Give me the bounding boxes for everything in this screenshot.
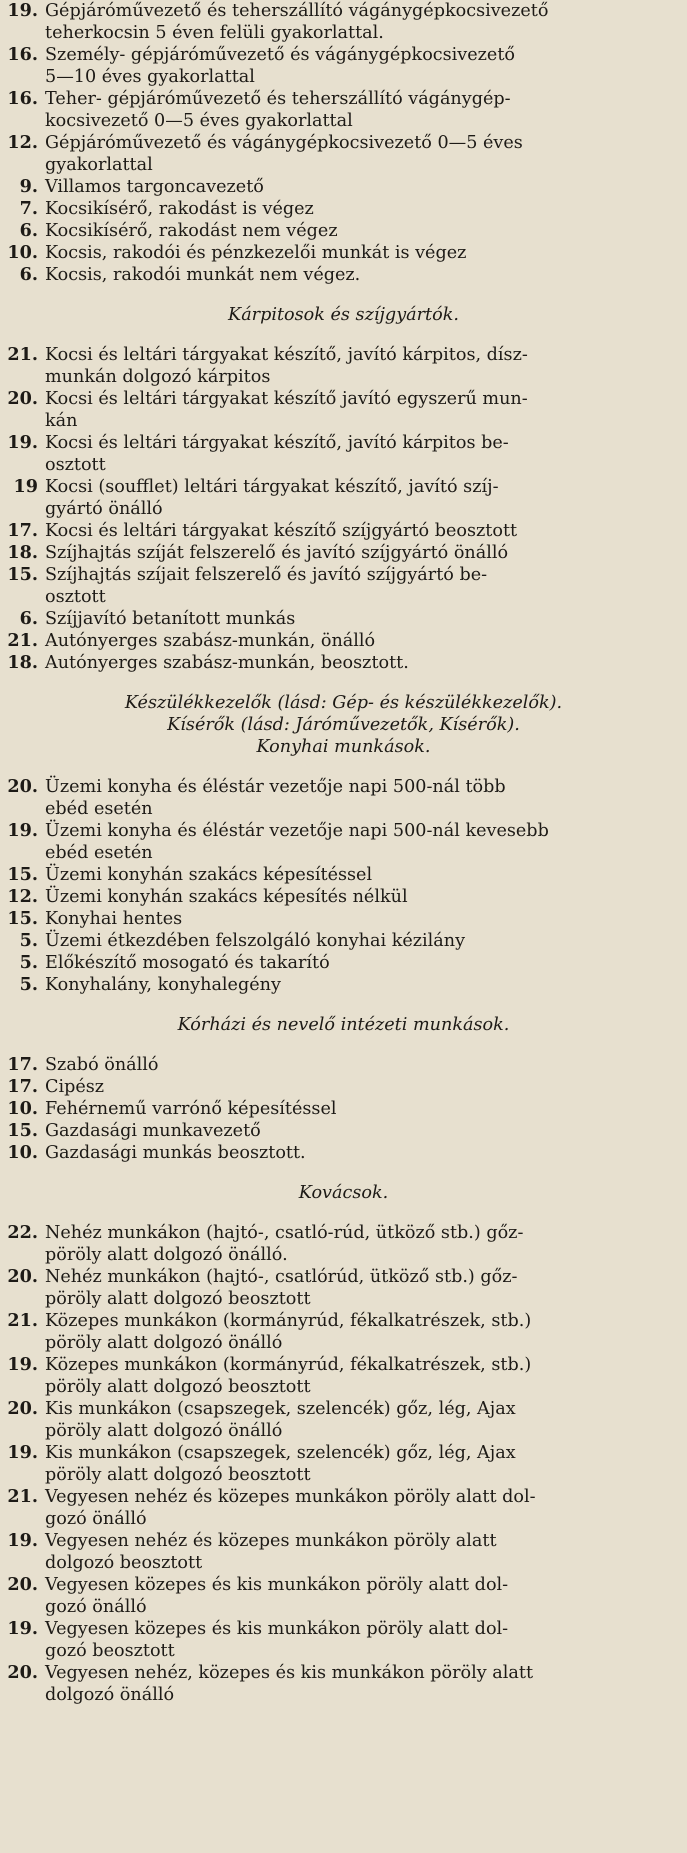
job-description	[45, 1398, 687, 1442]
wage-entry	[0, 264, 687, 286]
description-line: Üzemi étkezdében felszolgáló konyhai kézilány	[45, 931, 466, 951]
wage-category-number: 21.	[7, 1486, 38, 1507]
description-line: Szíjhajtás szíjait felszerelő és javító szíjgyártó be-	[45, 565, 488, 585]
spacer	[0, 1036, 687, 1054]
description-line: Üzemi konyha és éléstár vezetője napi 500-nál több	[45, 777, 506, 797]
wage-entry	[0, 1574, 687, 1618]
description-line: Vegyesen közepes és kis munkákon pöröly alatt dol-	[45, 1619, 509, 1639]
description-line: Vegyesen nehéz és közepes munkákon pöröly alatt dol-	[45, 1487, 536, 1507]
description-line: ebéd esetén	[45, 843, 153, 863]
job-description	[45, 1266, 687, 1310]
description-line: Villamos targoncavezető	[45, 177, 264, 197]
wage-category-number: 19.	[7, 1354, 38, 1375]
description-line: Autónyerges szabász-munkán, önálló	[45, 631, 376, 651]
wage-entry	[0, 820, 687, 864]
spacer	[0, 758, 687, 776]
description-line: gozó önálló	[45, 1509, 147, 1529]
wage-entry	[0, 242, 687, 264]
section-heading: Konyhai munkások.	[256, 737, 431, 757]
job-description	[45, 344, 687, 388]
description-line: Cipész	[45, 1077, 105, 1097]
description-line: Közepes munkákon (kormányrúd, fékalkatrészek, stb.)	[45, 1311, 532, 1331]
wage-entry	[0, 1310, 687, 1354]
wage-entry	[0, 520, 687, 542]
wage-entry	[0, 1618, 687, 1662]
description-line: Szíjhajtás szíját felszerelő és javító szíjgyártó önálló	[45, 543, 509, 563]
wage-entry	[0, 1098, 687, 1120]
wage-category-number: 20.	[7, 1398, 38, 1419]
description-line: pöröly alatt dolgozó önálló	[45, 1333, 283, 1353]
job-description	[45, 198, 687, 220]
wage-entry	[0, 1398, 687, 1442]
description-line: pöröly alatt dolgozó beosztott	[45, 1377, 311, 1397]
spacer	[0, 1204, 687, 1222]
section-heading: Készülékkezelők (lásd: Gép- és készülékkezelők).	[124, 693, 563, 713]
description-line: pöröly alatt dolgozó önálló	[45, 1421, 283, 1441]
wage-category-number: 18.	[7, 652, 38, 673]
description-line: Nehéz munkákon (hajtó-, csatló-rúd, ütköző stb.) gőz-	[45, 1223, 524, 1243]
job-description	[45, 0, 687, 44]
job-description	[45, 542, 687, 564]
description-line: ebéd esetén	[45, 799, 153, 819]
wage-entry	[0, 1530, 687, 1574]
wage-category-number: 12.	[7, 132, 38, 153]
description-line: Gépjáróművezető és vágánygépkocsivezető 0—5 éves	[45, 133, 523, 153]
wage-category-number: 16.	[7, 88, 38, 109]
job-description	[45, 520, 687, 542]
wage-entry	[0, 864, 687, 886]
description-line: pöröly alatt dolgozó beosztott	[45, 1289, 311, 1309]
wage-category-number: 6.	[19, 264, 38, 285]
description-line: Kocsi és leltári tárgyakat készítő, javító kárpitos be-	[45, 433, 509, 453]
job-description	[45, 176, 687, 198]
section-heading: Kórházi és nevelő intézeti munkások.	[177, 1015, 510, 1035]
section-heading: Kísérők (lásd: Járóművezetők, Kísérők).	[167, 715, 520, 735]
job-description	[45, 1486, 687, 1530]
wage-category-number: 18.	[7, 542, 38, 563]
description-line: Nehéz munkákon (hajtó-, csatlórúd, ütköző stb.) gőz-	[45, 1267, 518, 1287]
job-description	[45, 1142, 687, 1164]
wage-entry	[0, 1442, 687, 1486]
description-line: Gépjáróművezető és teherszállító vágánygépkocsivezető	[45, 1, 549, 21]
wage-entry	[0, 132, 687, 176]
wage-entry	[0, 630, 687, 652]
description-line: Teher- gépjáróművezető és teherszállító vágánygép-	[45, 89, 511, 109]
job-description	[45, 1120, 687, 1142]
wage-entry	[0, 1142, 687, 1164]
wage-category-number: 21.	[7, 344, 38, 365]
wage-entry	[0, 1054, 687, 1076]
job-description	[45, 1574, 687, 1618]
section-heading: Kovácsok.	[298, 1183, 389, 1203]
description-line: Vegyesen nehéz, közepes és kis munkákon pöröly alatt	[45, 1663, 534, 1683]
job-description	[45, 220, 687, 242]
description-line: Előkészítő mosogató és takarító	[45, 953, 330, 973]
wage-category-number: 15.	[7, 564, 38, 585]
description-line: Szíjjavító betanított munkás	[45, 609, 296, 629]
description-line: pöröly alatt dolgozó beosztott	[45, 1465, 311, 1485]
wage-entry	[0, 974, 687, 996]
job-description	[45, 1076, 687, 1098]
description-line: gozó beosztott	[45, 1641, 175, 1661]
job-description	[45, 952, 687, 974]
wage-category-number: 19	[13, 476, 38, 497]
wage-category-number: 5.	[19, 974, 38, 995]
wage-category-number: 21.	[7, 630, 38, 651]
description-line: dolgozó beosztott	[45, 1553, 203, 1573]
wage-category-number: 5.	[19, 952, 38, 973]
job-description	[45, 974, 687, 996]
wage-entry	[0, 432, 687, 476]
job-description	[45, 132, 687, 176]
wage-category-number: 16.	[7, 44, 38, 65]
wage-entry	[0, 608, 687, 630]
job-description	[45, 476, 687, 520]
description-line: pöröly alatt dolgozó önálló.	[45, 1245, 288, 1265]
wage-entry	[0, 0, 687, 44]
spacer	[0, 674, 687, 692]
job-description	[45, 1098, 687, 1120]
wage-category-number: 15.	[7, 864, 38, 885]
wage-category-number: 17.	[7, 1054, 38, 1075]
description-line: Kocsi és leltári tárgyakat készítő javító egyszerű mun-	[45, 389, 528, 409]
job-description	[45, 388, 687, 432]
wage-category-number: 19.	[7, 1618, 38, 1639]
job-description	[45, 88, 687, 132]
wage-category-number: 5.	[19, 930, 38, 951]
spacer	[0, 326, 687, 344]
description-line: osztott	[45, 587, 106, 607]
spacer	[0, 996, 687, 1014]
wage-entry	[0, 1662, 687, 1706]
description-line: Kis munkákon (csapszegek, szelencék) gőz, lég, Ajax	[45, 1443, 516, 1463]
wage-entry	[0, 44, 687, 88]
wage-entry	[0, 564, 687, 608]
description-line: Fehérnemű varrónő képesítéssel	[45, 1099, 337, 1119]
description-line: Üzemi konyhán szakács képesítés nélkül	[45, 887, 408, 907]
wage-entry	[0, 344, 687, 388]
wage-entry	[0, 88, 687, 132]
wage-entry	[0, 388, 687, 432]
wage-category-number: 20.	[7, 1662, 38, 1683]
job-description	[45, 1442, 687, 1486]
job-description	[45, 608, 687, 630]
description-line: Személy- gépjáróművezető és vágánygépkocsivezető	[45, 45, 515, 65]
job-description	[45, 820, 687, 864]
description-line: Üzemi konyha és éléstár vezetője napi 500-nál kevesebb	[45, 821, 549, 841]
wage-category-number: 17.	[7, 520, 38, 541]
description-line: Kocsis, rakodói munkát nem végez.	[45, 265, 361, 285]
wage-category-number: 19.	[7, 820, 38, 841]
description-line: Kocsi és leltári tárgyakat készítő szíjgyártó beosztott	[45, 521, 518, 541]
wage-entry	[0, 1076, 687, 1098]
job-description	[45, 1354, 687, 1398]
section-heading: Kárpitosok és szíjgyártók.	[228, 305, 459, 325]
description-line: Kis munkákon (csapszegek, szelencék) gőz, lég, Ajax	[45, 1399, 516, 1419]
description-line: Kocsi (soufflet) leltári tárgyakat készítő, javító szíj-	[45, 477, 499, 497]
wage-entry	[0, 1266, 687, 1310]
description-line: Autónyerges szabász-munkán, beosztott.	[45, 653, 409, 673]
job-description	[45, 1530, 687, 1574]
description-line: Gazdasági munkás beosztott.	[45, 1143, 306, 1163]
wage-entry	[0, 176, 687, 198]
job-description	[45, 886, 687, 908]
wage-entry	[0, 476, 687, 520]
wage-category-number: 6.	[19, 608, 38, 629]
job-description	[45, 1310, 687, 1354]
job-description	[45, 242, 687, 264]
wage-entry	[0, 930, 687, 952]
wage-category-number: 21.	[7, 1310, 38, 1331]
wage-entry	[0, 652, 687, 674]
wage-category-number: 20.	[7, 388, 38, 409]
wage-category-number: 6.	[19, 220, 38, 241]
job-description	[45, 44, 687, 88]
wage-category-number: 7.	[19, 198, 38, 219]
description-line: Kocsis, rakodói és pénzkezelői munkát is végez	[45, 243, 467, 263]
wage-category-number: 20.	[7, 1574, 38, 1595]
description-line: teherkocsin 5 éven felüli gyakorlattal.	[45, 23, 384, 43]
description-line: Közepes munkákon (kormányrúd, fékalkatrészek, stb.)	[45, 1355, 532, 1375]
wage-entry	[0, 1120, 687, 1142]
wage-category-number: 12.	[7, 886, 38, 907]
wage-entry	[0, 886, 687, 908]
job-description	[45, 630, 687, 652]
description-line: gyakorlattal	[45, 155, 153, 175]
job-description	[45, 1222, 687, 1266]
wage-entry	[0, 952, 687, 974]
description-line: Szabó önálló	[45, 1055, 159, 1075]
wage-category-number: 10.	[7, 1098, 38, 1119]
wage-entry	[0, 220, 687, 242]
wage-category-number: 17.	[7, 1076, 38, 1097]
description-line: kán	[45, 411, 78, 431]
wage-category-number: 9.	[19, 176, 38, 197]
description-line: Konyhai hentes	[45, 909, 183, 929]
wage-entry	[0, 542, 687, 564]
description-line: Kocsikísérő, rakodást nem végez	[45, 221, 338, 241]
description-line: Kocsi és leltári tárgyakat készítő, javító kárpitos, dísz-	[45, 345, 528, 365]
description-line: 5—10 éves gyakorlattal	[45, 67, 255, 87]
wage-category-number: 19.	[7, 1442, 38, 1463]
description-line: kocsivezető 0—5 éves gyakorlattal	[45, 111, 353, 131]
description-line: munkán dolgozó kárpitos	[45, 367, 271, 387]
description-line: gyártó önálló	[45, 499, 163, 519]
wage-entry	[0, 908, 687, 930]
description-line: osztott	[45, 455, 106, 475]
job-description	[45, 432, 687, 476]
job-description	[45, 776, 687, 820]
wage-category-number: 19.	[7, 1530, 38, 1551]
job-description	[45, 1054, 687, 1076]
job-description	[45, 564, 687, 608]
description-line: Vegyesen nehéz és közepes munkákon pöröly alatt	[45, 1531, 497, 1551]
wage-entry	[0, 1486, 687, 1530]
job-description	[45, 652, 687, 674]
job-description	[45, 930, 687, 952]
job-description	[45, 908, 687, 930]
wage-category-number: 15.	[7, 908, 38, 929]
wage-category-number: 20.	[7, 776, 38, 797]
wage-category-number: 15.	[7, 1120, 38, 1141]
wage-entry	[0, 1354, 687, 1398]
description-line: dolgozó önálló	[45, 1685, 175, 1705]
wage-category-number: 19.	[7, 432, 38, 453]
description-line: Vegyesen közepes és kis munkákon pöröly alatt dol-	[45, 1575, 509, 1595]
job-description	[45, 264, 687, 286]
wage-category-number: 10.	[7, 242, 38, 263]
wage-entry	[0, 198, 687, 220]
description-line: gozó önálló	[45, 1597, 147, 1617]
wage-category-number: 20.	[7, 1266, 38, 1287]
description-line: Üzemi konyhán szakács képesítéssel	[45, 865, 373, 885]
wage-category-number: 19.	[7, 0, 38, 21]
description-line: Kocsikísérő, rakodást is végez	[45, 199, 314, 219]
description-line: Gazdasági munkavezető	[45, 1121, 261, 1141]
wage-category-number: 10.	[7, 1142, 38, 1163]
job-description	[45, 1618, 687, 1662]
description-line: Konyhalány, konyhalegény	[45, 975, 281, 995]
job-description	[45, 1662, 687, 1706]
wage-entry	[0, 776, 687, 820]
spacer	[0, 1164, 687, 1182]
wage-category-number: 22.	[7, 1222, 38, 1243]
wage-entry	[0, 1222, 687, 1266]
spacer	[0, 286, 687, 304]
job-description	[45, 864, 687, 886]
